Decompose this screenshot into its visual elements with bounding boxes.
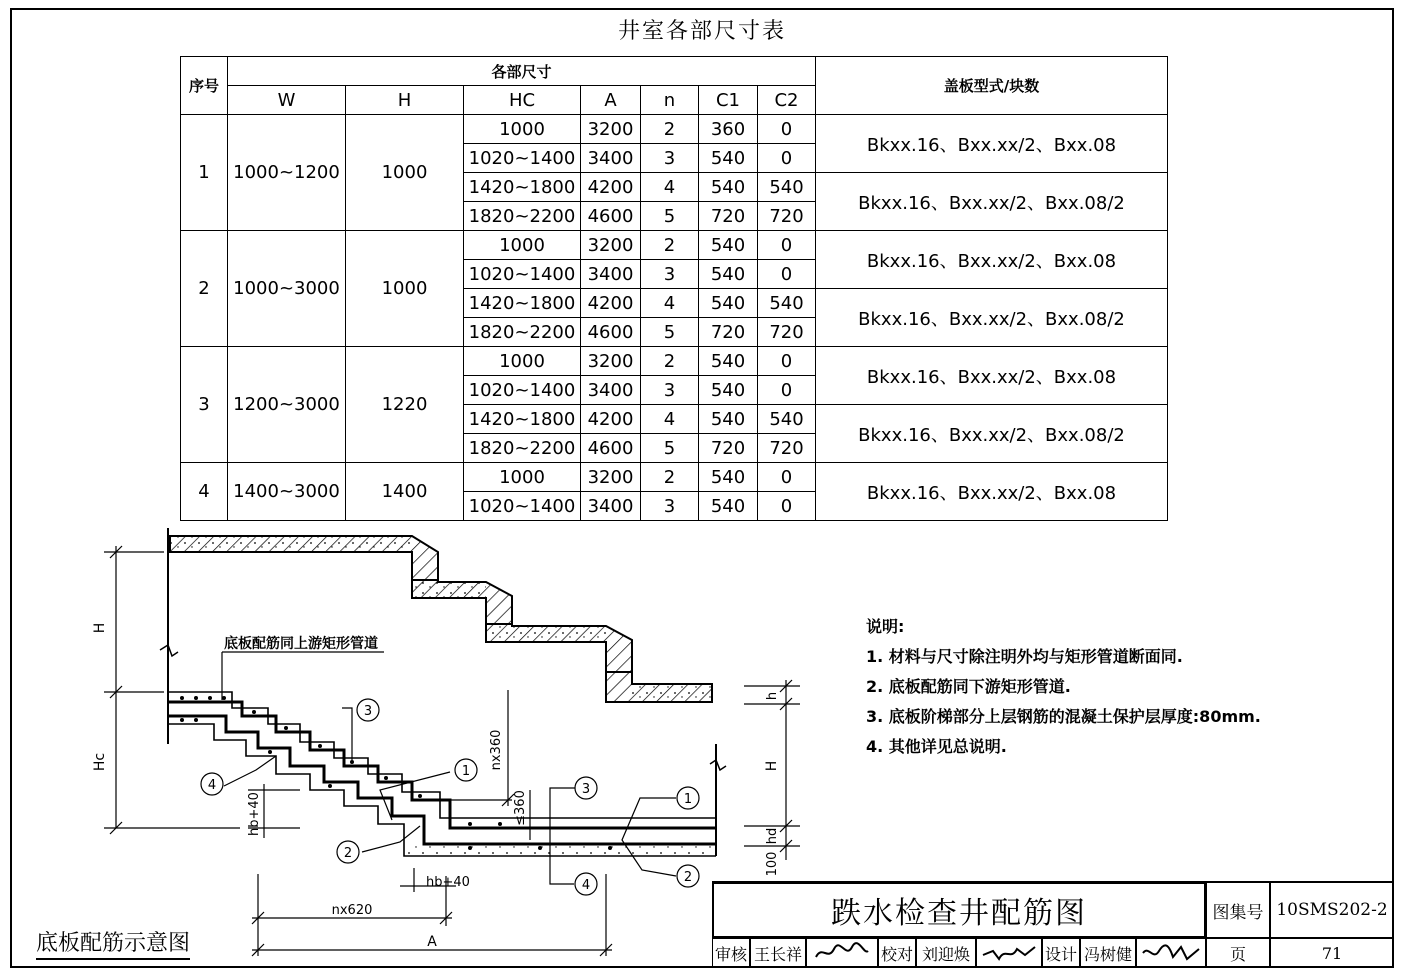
cell-c2: 0 xyxy=(758,492,816,521)
cell-c1: 360 xyxy=(699,115,758,144)
cell-cover: Bkxx.16、Bxx.xx/2、Bxx.08 xyxy=(816,115,1168,173)
cell-cover: Bkxx.16、Bxx.xx/2、Bxx.08/2 xyxy=(816,173,1168,231)
signature-reviewer xyxy=(812,941,872,965)
cell-c2: 0 xyxy=(758,231,816,260)
callout-3: 3 xyxy=(363,704,373,719)
atlas-label: 图集号 xyxy=(1206,882,1270,938)
cell-cover: Bkxx.16、Bxx.xx/2、Bxx.08/2 xyxy=(816,289,1168,347)
signature-checker xyxy=(979,941,1039,965)
dim-h-right: h xyxy=(765,691,780,701)
cell-w: 1400~3000 xyxy=(228,463,346,521)
cell-hc: 1000 xyxy=(464,463,581,492)
cell-c1: 540 xyxy=(699,144,758,173)
cell-a: 4200 xyxy=(581,405,641,434)
cell-n: 2 xyxy=(641,463,699,492)
cell-a: 4600 xyxy=(581,434,641,463)
col-header: C1 xyxy=(699,86,758,115)
dim-Hc: Hc xyxy=(92,752,108,772)
col-header: n xyxy=(641,86,699,115)
cell-a: 4600 xyxy=(581,202,641,231)
cell-hc: 1420~1800 xyxy=(464,289,581,318)
cell-c1: 540 xyxy=(699,405,758,434)
cell-c2: 540 xyxy=(758,289,816,318)
cell-c1: 720 xyxy=(699,318,758,347)
note-item: 1. 材料与尺寸除注明外均与矩形管道断面同. xyxy=(866,647,1183,666)
cell-n: 3 xyxy=(641,144,699,173)
cell-n: 3 xyxy=(641,376,699,405)
notes-title: 说明: xyxy=(866,617,905,636)
col-header: A xyxy=(581,86,641,115)
note-item: 3. 底板阶梯部分上层钢筋的混凝土保护层厚度:80mm. xyxy=(866,707,1261,726)
dim-hb40-bottom: hb+40 xyxy=(426,875,470,890)
cell-h: 1400 xyxy=(346,463,464,521)
cell-n: 4 xyxy=(641,289,699,318)
cell-seq: 3 xyxy=(181,347,228,463)
cell-hc: 1820~2200 xyxy=(464,434,581,463)
table-title: 井室各部尺寸表 xyxy=(617,19,786,44)
header-dims-group: 各部尺寸 xyxy=(228,57,816,86)
cell-cover: Bkxx.16、Bxx.xx/2、Bxx.08 xyxy=(816,463,1168,521)
cell-c1: 540 xyxy=(699,347,758,376)
cell-n: 2 xyxy=(641,231,699,260)
cell-seq: 1 xyxy=(181,115,228,231)
cell-hc: 1020~1400 xyxy=(464,260,581,289)
floor-concrete xyxy=(404,846,716,856)
header-seq: 序号 xyxy=(181,57,228,115)
callout-1: 1 xyxy=(683,792,693,807)
callout-2: 2 xyxy=(343,846,353,861)
callout-1: 1 xyxy=(461,764,471,779)
cell-hc: 1420~1800 xyxy=(464,173,581,202)
cell-c2: 0 xyxy=(758,144,816,173)
col-header: W xyxy=(228,86,346,115)
cell-c2: 0 xyxy=(758,463,816,492)
cell-n: 5 xyxy=(641,202,699,231)
atlas-number: 10SMS202-2 xyxy=(1270,882,1394,938)
cell-c1: 720 xyxy=(699,434,758,463)
cell-hc: 1020~1400 xyxy=(464,376,581,405)
signature-designer xyxy=(1139,941,1203,965)
upstream-note: 底板配筋同上游矩形管道 xyxy=(224,636,378,652)
cell-cover: Bkxx.16、Bxx.xx/2、Bxx.08 xyxy=(816,231,1168,289)
cell-a: 3400 xyxy=(581,260,641,289)
cell-seq: 2 xyxy=(181,231,228,347)
col-header: C2 xyxy=(758,86,816,115)
cell-cover: Bkxx.16、Bxx.xx/2、Bxx.08 xyxy=(816,347,1168,405)
cell-a: 3400 xyxy=(581,492,641,521)
cell-c2: 0 xyxy=(758,260,816,289)
drawing-title: 跌水检查井配筋图 xyxy=(712,882,1206,938)
cell-seq: 4 xyxy=(181,463,228,521)
review-label: 审核 xyxy=(712,938,750,968)
note-item: 4. 其他详见总说明. xyxy=(866,737,1007,756)
page-number: 71 xyxy=(1270,938,1394,968)
cell-c2: 540 xyxy=(758,405,816,434)
cell-a: 4200 xyxy=(581,289,641,318)
cell-n: 4 xyxy=(641,405,699,434)
callout-leaders xyxy=(224,708,676,884)
cell-c2: 720 xyxy=(758,202,816,231)
check-label: 校对 xyxy=(878,938,916,968)
cell-hc: 1420~1800 xyxy=(464,405,581,434)
callout-4: 4 xyxy=(581,878,591,893)
callout-2: 2 xyxy=(683,870,693,885)
cell-n: 3 xyxy=(641,492,699,521)
break-mark xyxy=(710,760,726,770)
col-header: H xyxy=(346,86,464,115)
cell-c2: 0 xyxy=(758,115,816,144)
cell-a: 4600 xyxy=(581,318,641,347)
cell-c1: 540 xyxy=(699,492,758,521)
cell-a: 3200 xyxy=(581,463,641,492)
col-header: HC xyxy=(464,86,581,115)
reviewer-name: 王长祥 xyxy=(750,938,806,968)
cell-hc: 1020~1400 xyxy=(464,144,581,173)
cell-c2: 720 xyxy=(758,434,816,463)
cell-a: 3400 xyxy=(581,376,641,405)
cell-hc: 1000 xyxy=(464,231,581,260)
dim-hd: hd xyxy=(765,827,780,845)
cell-n: 2 xyxy=(641,115,699,144)
cell-a: 3400 xyxy=(581,144,641,173)
dim-A: A xyxy=(427,934,437,950)
cell-h: 1220 xyxy=(346,347,464,463)
cell-c1: 540 xyxy=(699,376,758,405)
dim-lt360: ≤360 xyxy=(513,790,528,826)
cell-c1: 720 xyxy=(699,202,758,231)
designer-name: 冯树健 xyxy=(1080,938,1136,968)
cell-hc: 1820~2200 xyxy=(464,202,581,231)
cell-h: 1000 xyxy=(346,115,464,231)
cell-c1: 540 xyxy=(699,289,758,318)
roof-structure xyxy=(170,536,712,702)
dim-H-left: H xyxy=(92,622,108,634)
checker-signature xyxy=(976,938,1042,968)
callout-4: 4 xyxy=(207,778,217,793)
cell-w: 1200~3000 xyxy=(228,347,346,463)
header-cover: 盖板型式/块数 xyxy=(816,57,1168,115)
dim-nx620: nx620 xyxy=(331,903,373,918)
designer-signature xyxy=(1136,938,1206,968)
design-label: 设计 xyxy=(1042,938,1080,968)
cell-w: 1000~1200 xyxy=(228,115,346,231)
page-label: 页 xyxy=(1206,938,1270,968)
cell-a: 3200 xyxy=(581,115,641,144)
reviewer-signature xyxy=(806,938,878,968)
cell-h: 1000 xyxy=(346,231,464,347)
cell-n: 3 xyxy=(641,260,699,289)
cell-a: 3200 xyxy=(581,231,641,260)
cell-a: 3200 xyxy=(581,347,641,376)
cell-hc: 1000 xyxy=(464,115,581,144)
cell-n: 5 xyxy=(641,434,699,463)
cell-n: 2 xyxy=(641,347,699,376)
cell-c1: 540 xyxy=(699,260,758,289)
dim-100: 100 xyxy=(765,851,780,877)
cell-c1: 540 xyxy=(699,231,758,260)
cell-a: 4200 xyxy=(581,173,641,202)
title-block xyxy=(712,882,1394,968)
callout-3: 3 xyxy=(581,782,591,797)
cell-w: 1000~3000 xyxy=(228,231,346,347)
dim-H-right: H xyxy=(764,760,780,772)
cell-hc: 1820~2200 xyxy=(464,318,581,347)
cell-n: 4 xyxy=(641,173,699,202)
cell-c1: 540 xyxy=(699,463,758,492)
cell-c2: 0 xyxy=(758,376,816,405)
note-item: 2. 底板配筋同下游矩形管道. xyxy=(866,677,1071,696)
cell-n: 5 xyxy=(641,318,699,347)
cell-c1: 540 xyxy=(699,173,758,202)
cell-hc: 1020~1400 xyxy=(464,492,581,521)
cell-hc: 1000 xyxy=(464,347,581,376)
cell-c2: 0 xyxy=(758,347,816,376)
cell-c2: 720 xyxy=(758,318,816,347)
cell-c2: 540 xyxy=(758,173,816,202)
cell-cover: Bkxx.16、Bxx.xx/2、Bxx.08/2 xyxy=(816,405,1168,463)
diagram-label: 底板配筋示意图 xyxy=(36,926,190,960)
dim-nx360: nx360 xyxy=(489,729,504,771)
checker-name: 刘迎焕 xyxy=(916,938,976,968)
dim-hb40-left: hb+40 xyxy=(247,792,262,836)
